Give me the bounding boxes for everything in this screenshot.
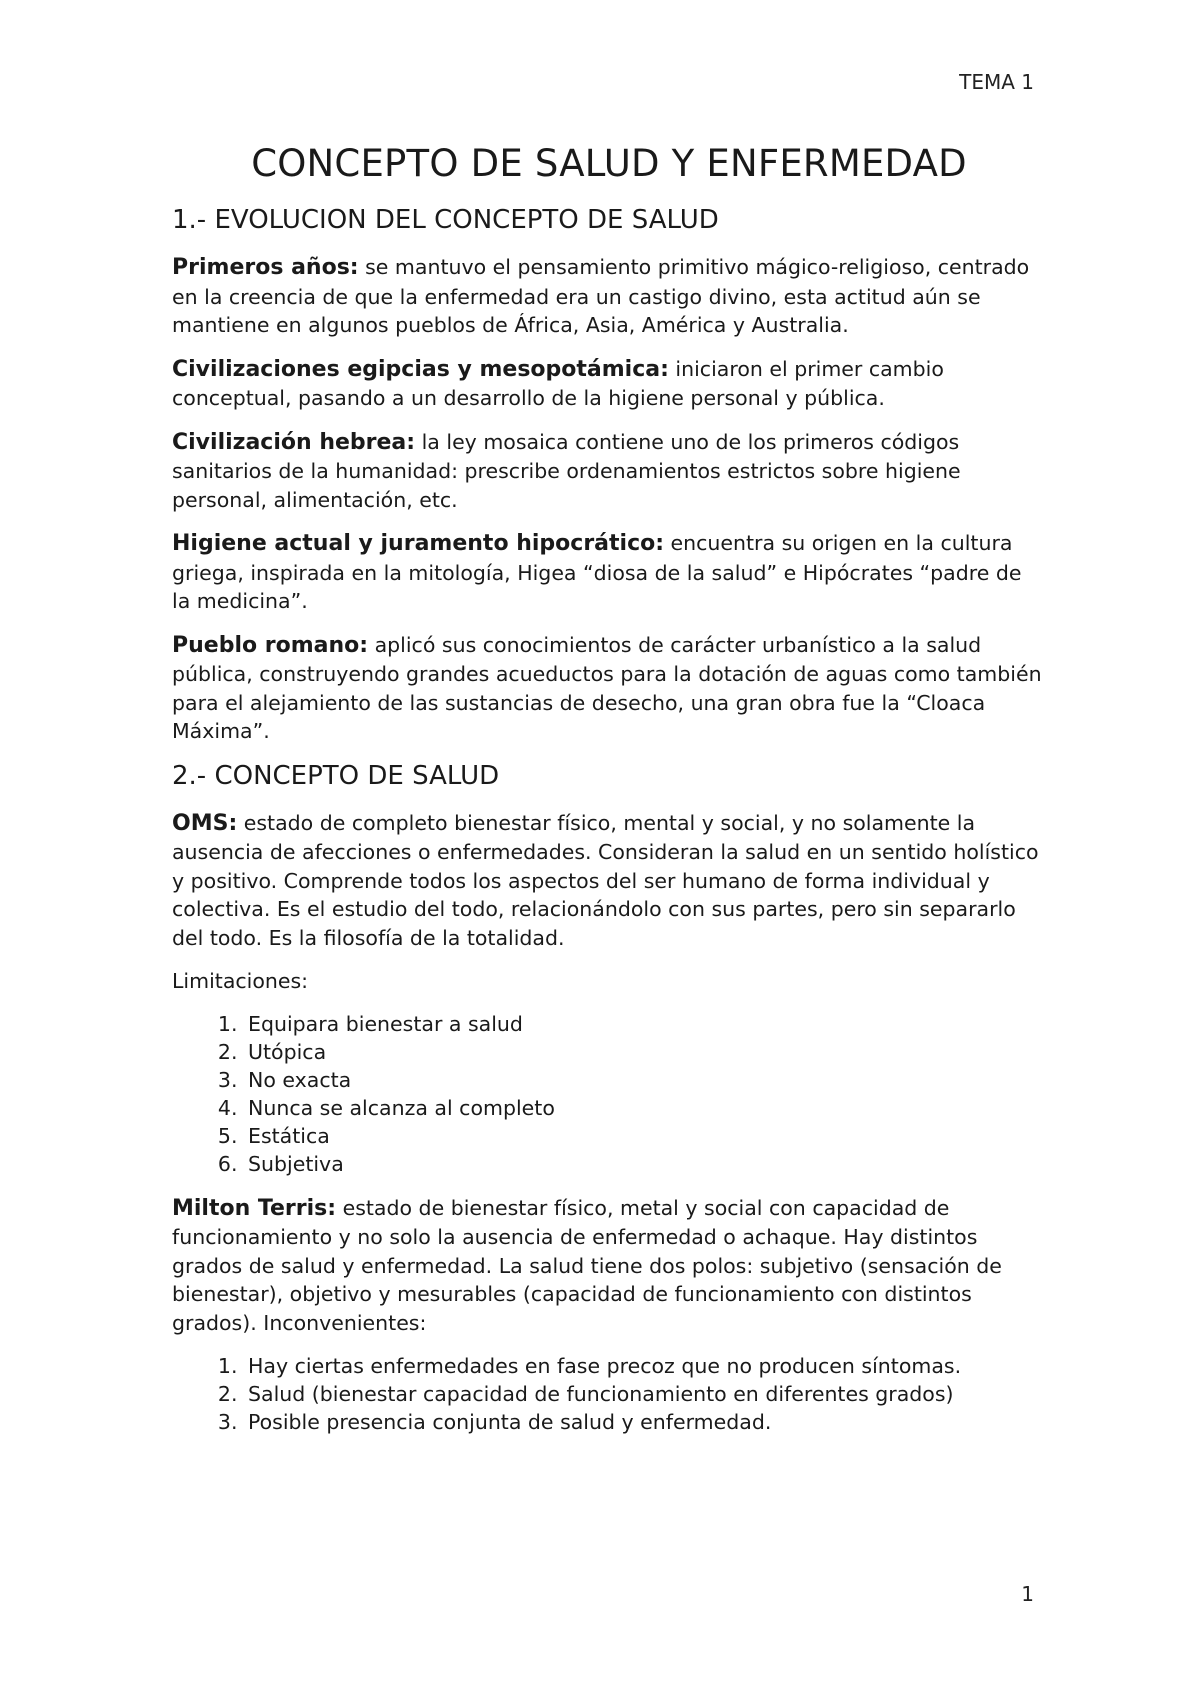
paragraph-milton-terris bbox=[172, 1194, 1046, 1338]
document-title: CONCEPTO DE SALUD Y ENFERMEDAD bbox=[251, 142, 967, 185]
paragraph-primeros-anos bbox=[172, 253, 1046, 340]
paragraph-civilizacion-hebrea bbox=[172, 428, 1046, 515]
section-heading-concepto: 2.- CONCEPTO DE SALUD bbox=[172, 760, 500, 791]
text-civilizacion-hebrea: la ley mosaica contiene uno de los primeros códigos sanitarios de la humanidad: prescribe ordenamientos estrictos sobre higiene personal, alimentación, etc. bbox=[172, 429, 961, 512]
text-pueblo-romano: aplicó sus conocimientos de carácter urbanístico a la salud pública, construyendo grandes acueductos para la dotación de aguas como también para el alejamiento de las sustancias de desecho, una gran obra fue la “Cloaca Máxima”. bbox=[172, 632, 1042, 743]
term-milton-terris: Milton Terris: bbox=[172, 1195, 337, 1221]
text-milton-terris: estado de bienestar físico, metal y social con capacidad de funcionamiento y no solo la ausencia de enfermedad o achaque. Hay distintos grados de salud y enfermedad. La salud tiene dos polos: subjetivo (sensación de bienestar), objetivo y mesurables (capacidad de funcionamiento con distintos grados). Inconvenientes: bbox=[172, 1195, 1002, 1335]
list-item: 3. Posible presencia conjunta de salud y enfermedad. bbox=[244, 1408, 1046, 1436]
page-header: TEMA 1 bbox=[959, 70, 1034, 94]
term-oms: OMS: bbox=[172, 810, 238, 836]
list-item: 2. Utópica bbox=[244, 1038, 1046, 1066]
text-civilizaciones-egipcias: iniciaron el primer cambio conceptual, pasando a un desarrollo de la higiene personal y pública. bbox=[172, 356, 944, 410]
list-item: 2. Salud (bienestar capacidad de funcionamiento en diferentes grados) bbox=[244, 1380, 1046, 1408]
section-heading-evolucion: 1.- EVOLUCION DEL CONCEPTO DE SALUD bbox=[172, 205, 719, 235]
term-higiene-actual: Higiene actual y juramento hipocrático: bbox=[172, 531, 665, 556]
limitaciones-list bbox=[172, 1010, 1046, 1178]
term-civilizaciones-egipcias: Civilizaciones egipcias y mesopotámica: bbox=[172, 356, 669, 382]
list-item: 5. Estática bbox=[244, 1122, 1046, 1150]
text-primeros-anos: se mantuvo el pensamiento primitivo mágico-religioso, centrado en la creencia de que la enfermedad era un castigo divino, esta actitud aún se mantiene en algunos pueblos de África, Asia, América y Australia. bbox=[172, 255, 1030, 337]
text-higiene-actual: encuentra su origen en la cultura griega, inspirada en la mitología, Higea “diosa de la salud” e Hipócrates “padre de la medicina”. bbox=[172, 531, 1022, 613]
paragraph-oms bbox=[172, 809, 1046, 953]
text-oms: estado de completo bienestar físico, mental y social, y no solamente la ausencia de afecciones o enfermedades. Consideran la salud en un sentido holístico y positivo. Comprende todos los aspectos del ser humano de forma individual y colectiva. Es el estudio del todo, relacionándolo con sus partes, pero sin separarlo del todo. Es la filosofía de la totalidad. bbox=[172, 810, 1039, 950]
list-item: 6. Subjetiva bbox=[244, 1150, 1046, 1178]
limitaciones-label: Limitaciones: bbox=[172, 969, 309, 993]
term-civilizacion-hebrea: Civilización hebrea: bbox=[172, 429, 416, 455]
paragraph-higiene-actual bbox=[172, 529, 1046, 616]
list-item: 1. Equipara bienestar a salud bbox=[244, 1010, 1046, 1038]
document-body bbox=[172, 142, 1046, 1452]
term-primeros-anos: Primeros años: bbox=[172, 255, 359, 280]
paragraph-civilizaciones-egipcias bbox=[172, 355, 1046, 413]
list-item: 3. No exacta bbox=[244, 1066, 1046, 1094]
list-item: 4. Nunca se alcanza al completo bbox=[244, 1094, 1046, 1122]
page-number: 1 bbox=[1021, 1582, 1034, 1606]
list-item: 1. Hay ciertas enfermedades en fase precoz que no producen síntomas. bbox=[244, 1352, 1046, 1380]
paragraph-pueblo-romano bbox=[172, 631, 1046, 746]
term-pueblo-romano: Pueblo romano: bbox=[172, 632, 369, 658]
inconvenientes-list bbox=[172, 1352, 1046, 1436]
